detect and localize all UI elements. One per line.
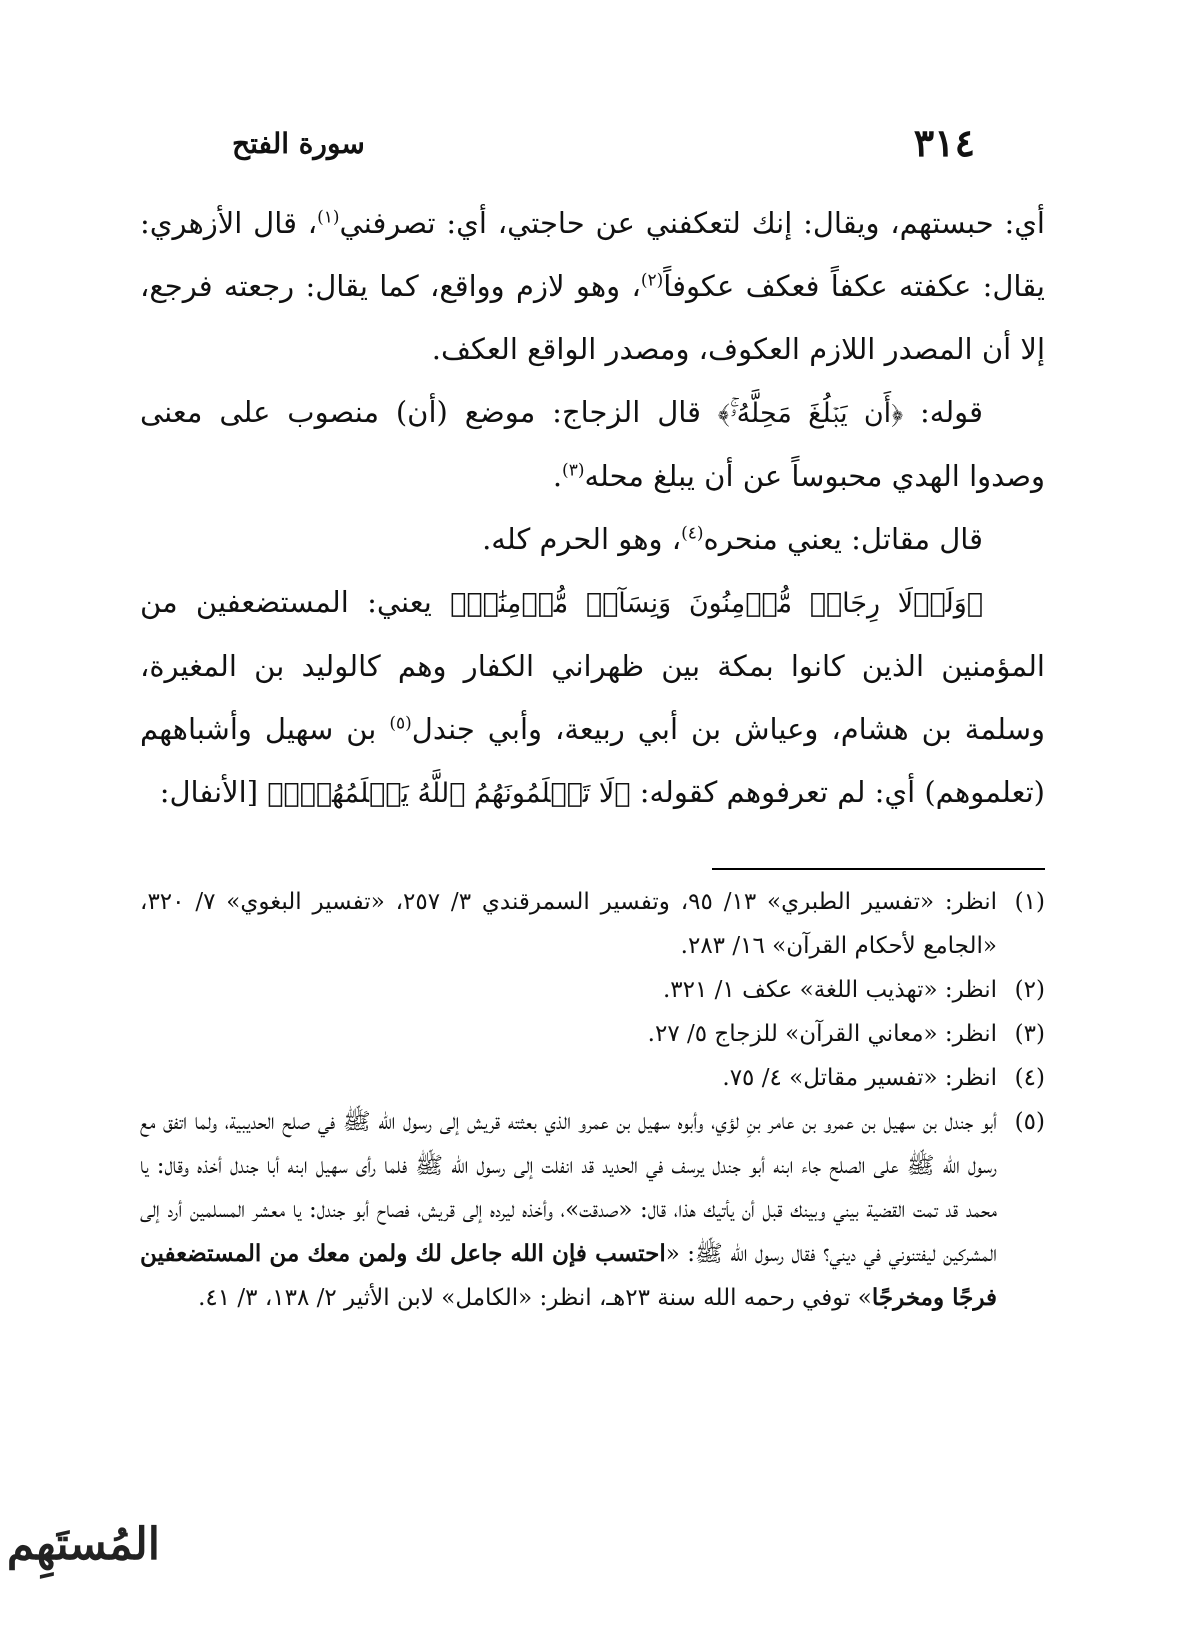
footnote-text: » توفي رحمه الله سنة ٢٣هـ، انظر: «الكامل» لابن الأثير ٢/ ١٣٨، ٣/ ٤١.	[198, 1285, 872, 1311]
footnote-5	[140, 1100, 1045, 1320]
footnote-text: انظر: «تفسير الطبري» ١٣/ ٩٥، وتفسير السمرقندي ٣/ ٢٥٧، «تفسير البغوي» ٧/ ٣٢٠، «الجامع لأحكام القرآن» ١٦/ ٢٨٣.	[140, 889, 998, 959]
paragraph-2	[140, 381, 1045, 508]
quran-verse: ﴿أَن يَبۡلُغَ مَحِلَّهُۥۚ﴾	[717, 398, 904, 429]
text-run: ، وهو الحرم كله.	[482, 522, 682, 556]
quran-verse: ﴿لَا تَعۡلَمُونَهُمُ ٱللَّهُ يَعۡلَمُهُمۡۚ﴾	[267, 778, 631, 809]
footnote-ref-2[interactable]: (٢)	[640, 270, 664, 291]
footnote-1	[140, 880, 1045, 968]
footnote-number: (٥)	[1014, 1109, 1045, 1135]
footnote-text: انظر: «معاني القرآن» للزجاج ٥/ ٢٧.	[647, 1021, 997, 1047]
footnote-ref-5[interactable]: (٥)	[389, 713, 412, 734]
watermark-logo	[8, 1515, 160, 1625]
footnote-number: (١)	[1014, 889, 1045, 915]
quran-verse: ﴿وَلَوۡلَا رِجَالٞ مُّؤۡمِنُونَ وَنِسَآءٞ مُّؤۡمِنَٰتٞ﴾	[450, 588, 984, 619]
footnotes	[140, 880, 1045, 1320]
footnote-ref-1[interactable]: (١)	[317, 207, 340, 228]
footnote-text: انظر: «تفسير مقاتل» ٤/ ٧٥.	[722, 1065, 997, 1091]
footnote-4	[140, 1056, 1045, 1100]
footnote-ref-4[interactable]: (٤)	[681, 523, 704, 544]
text-run: [الأنفال:	[159, 775, 268, 809]
footnote-ref-3[interactable]: (٣)	[562, 460, 585, 481]
footnote-number: (٤)	[1014, 1065, 1045, 1091]
surah-title: سورة الفتح	[232, 127, 365, 160]
footnote-separator	[712, 868, 1045, 870]
hadith-quote: احتسب فإن الله جاعل لك ولمن معك من المستضعفين فرجًا ومخرجًا	[140, 1240, 997, 1311]
page-number: ٣١٤	[913, 120, 975, 165]
footnote-number: (٢)	[1014, 977, 1045, 1003]
footnote-2	[140, 968, 1045, 1012]
text-run: ، وهو لازم وواقع، كما يقال: رجعته فرجع، إلا أن المصدر اللازم العكوف، ومصدر الواقع العكف.	[140, 269, 1045, 366]
text-run: يعني: المستضعفين من المؤمنين الذين كانوا بمكة بين ظهراني الكفار وهم كالوليد بن المغيرة، وسلمة بن هشام، وعياش بن أبي ربيعة، وأبي جندل	[140, 585, 1045, 746]
paragraph-3	[140, 508, 1045, 571]
text-run: قوله:	[903, 395, 984, 429]
footnote-3	[140, 1012, 1045, 1056]
footnote-number: (٣)	[1014, 1021, 1045, 1047]
text-run: .	[552, 459, 563, 493]
footnote-text: انظر: «تهذيب اللغة» عكف ١/ ٣٢١.	[662, 977, 997, 1003]
text-run: ، قال الأزهري: يقال: عكفته عكفاً فعكف عكوفاً	[140, 206, 1045, 303]
main-text	[140, 192, 1045, 825]
paragraph-1	[140, 192, 1045, 381]
watermark-logo-text: المُستَهِم	[6, 1519, 160, 1570]
text-run: قال الزجاج: موضع (أن) منصوب على معنى وصدوا الهدي محبوساً عن أن يبلغ محله	[140, 395, 1045, 493]
footnote-text: أبو جندل بن سهيل بن عمرو بن عامر بنِ لؤي، وأبوه سهيل بن عمرو الذي بعثته قريش إلى رسول الله ﷺ في صلح الحديبية، ولما اتفق مع رسول الله ﷺ على الصلح جاء ابنه أبو جندل يرسف في الحديد قد انفلت إلى رسول الله ﷺ فلما رأى سهيل ابنه أبا جندل أخذه وقال: يا محمد قد تمت القضية بيني وبينك قبل أن يأتيك هذا، قال: «صدقت»، وأخذه ليرده إلى قريش، فصاح أبو جندل: يا معشر المسلمين أرد إلى المشركين ليفتنوني في ديني؟ فقال رسول الله ﷺ: «	[140, 1109, 997, 1267]
text-run: قال مقاتل: يعني منحره	[703, 522, 983, 556]
text-run: أي: حبستهم، ويقال: إنك لتعكفني عن حاجتي، أي: تصرفني	[339, 206, 1045, 240]
text-run: بن سهيل وأشباههم (تعلموهم) أي: لم تعرفوهم كقوله:	[140, 712, 1045, 809]
paragraph-4	[140, 571, 1045, 825]
page-header	[0, 120, 1185, 170]
